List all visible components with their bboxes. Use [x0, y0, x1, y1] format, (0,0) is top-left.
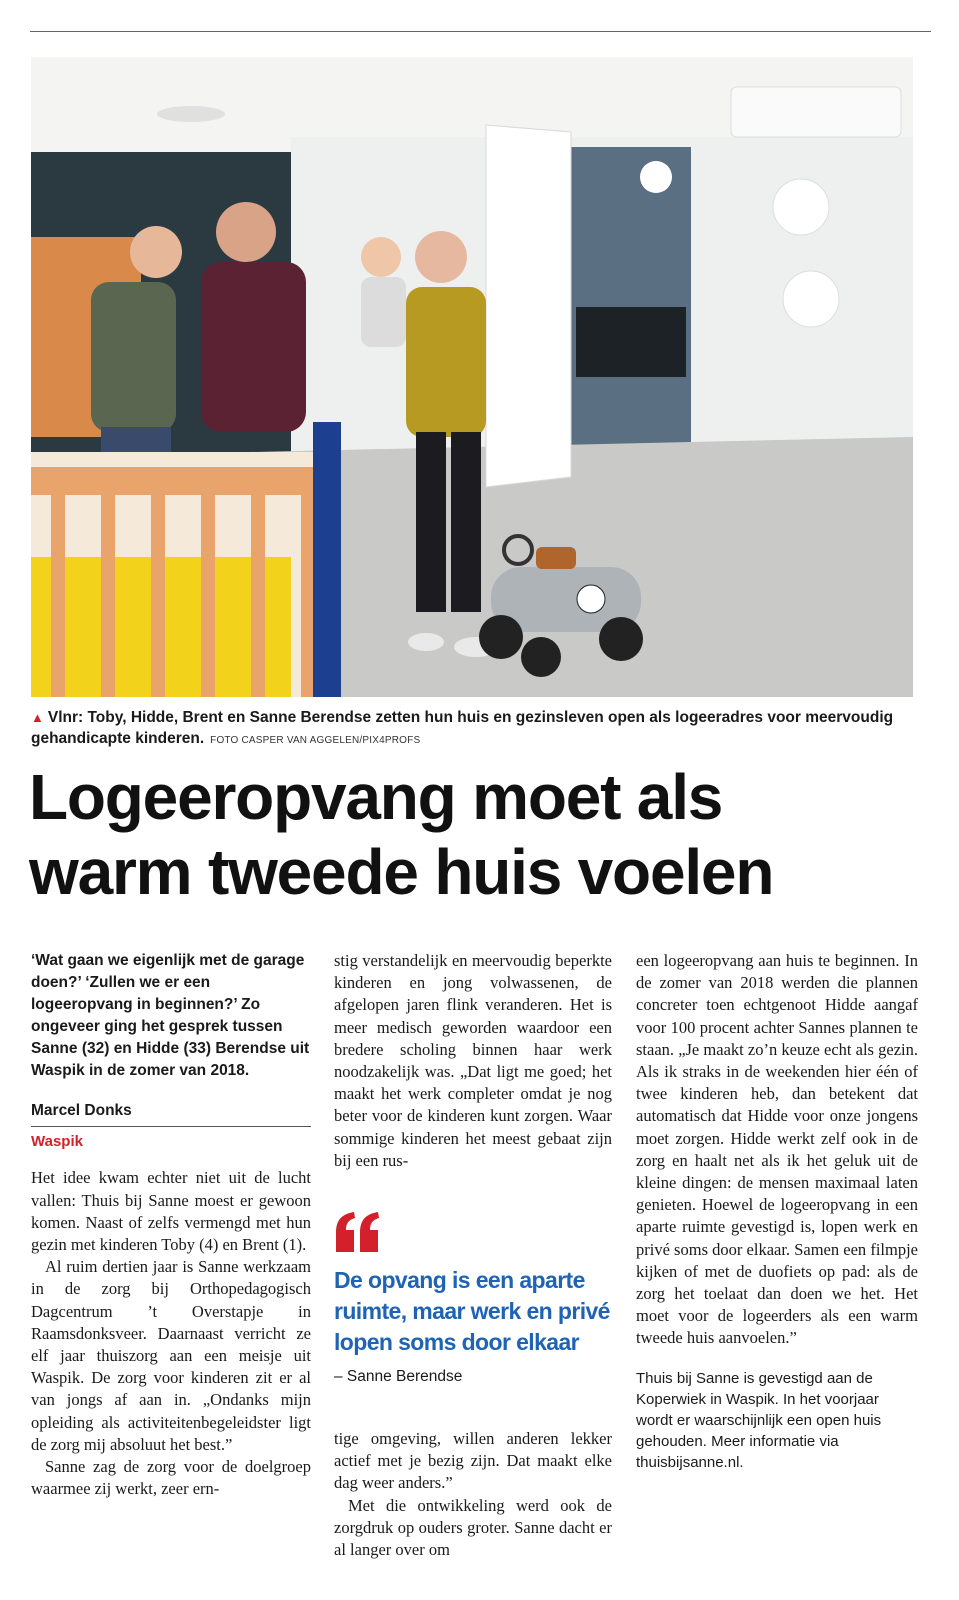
photo-caption — [31, 707, 931, 751]
dateline-location: Waspik — [31, 1133, 83, 1151]
pull-quote-text: De opvang is een aparte ruimte, maar werk en privé lopen soms door elkaar — [334, 1267, 610, 1355]
quote-mark-icon — [334, 1212, 380, 1252]
body-paragraph: Met die ontwikkeling werd ook de zorgdruk op ouders groter. Sanne dacht er al langer over om — [334, 1495, 612, 1560]
family-photo-illustration — [31, 57, 913, 697]
headline — [29, 760, 929, 910]
author-byline: Marcel Donks — [31, 1100, 311, 1127]
body-paragraph: stig verstandelijk en meervoudig beperkte kinderen en jong volwassenen, de afgelopen jaren flink veranderen. Het is meer medisch geworden waardoor een bredere scholing binnen haar werk noodzakelijk was. „Dat ligt me goed; het maakt het werk completer omdat je nog beter voor de kinderen kunt zorgen. Waar sommige kinderen het meest gebaat zijn bij een rus- — [334, 951, 612, 1170]
pull-quote-attribution: – Sanne Berendse — [334, 1368, 463, 1385]
column-3 — [636, 950, 918, 1473]
info-box: Thuis bij Sanne is gevestigd aan de Koperwiek in Waspik. In het voorjaar wordt er waarschijnlijk een open huis gehouden. Meer informatie via thuisbijsanne.nl. — [636, 1369, 882, 1471]
top-rule — [30, 31, 931, 32]
photo-credit: FOTO CASPER VAN AGGELEN/PIX4PROFS — [210, 735, 421, 746]
body-paragraph: Sanne zag de zorg voor de doelgroep waarmee zij werkt, zeer ern- — [31, 1457, 311, 1499]
body-paragraph: tige omgeving, willen anderen lekker actief met je bezig zijn. Dat maakt elke dag weer anders.” — [334, 1429, 612, 1493]
body-paragraph: een logeeropvang aan huis te beginnen. In de zomer van 2018 werden die plannen concreter toen echtgenoot Hidde aangaf voor 100 procent achter Sannes plannen te staan. „Je maakt zo’n keuze echt als gezin. Als ik straks in de weekenden hier één of twee kinderen heb, dan betekent dat automatisch dat Hidde voor onze jongens moet zorgen. Hidde werkt zelf ook in de zorg en haalt net als ik het geluk uit de kleine dingen: de mensen maximaal laten genieten. Hoewel de logeeropvang in een aparte ruimte gevestigd is, lopen werk en privé soms door elkaar. Samen een filmpje kijken of met de duofiets op pad: als de zorg het toelaat dan doen we het. Het moet voor de logeerders als een warm tweede huis aanvoelen.” — [636, 951, 918, 1348]
pull-quote — [334, 1212, 614, 1386]
column-1 — [31, 950, 311, 1500]
lead-paragraph: ‘Wat gaan we eigenlijk met de garage doen?’ ‘Zullen we er een logeeropvang in beginnen?’ Zo ongeveer ging het gesprek tussen Sanne (32) en Hidde (33) Berendse uit Waspik in de zomer van 2018. — [31, 952, 310, 1079]
column-2 — [334, 950, 612, 1172]
article-photo — [31, 57, 913, 697]
headline-line-1: Logeeropvang moet als — [29, 761, 723, 833]
body-paragraph: Het idee kwam echter niet uit de lucht vallen: Thuis bij Sanne moest er gewoon komen. Naast of zelfs vermengd met hun gezin met kinderen Toby (4) en Brent (1). — [31, 1168, 311, 1255]
column-2-continued — [334, 1428, 612, 1561]
caption-text: Vlnr: Toby, Hidde, Brent en Sanne Berendse zetten hun huis en gezinsleven open als logeeradres voor meervoudig gehandicapte kinderen. — [31, 709, 894, 747]
body-paragraph: Al ruim dertien jaar is Sanne werkzaam in de zorg bij Orthopedagogisch Dagcentrum ’t Overstapje in Raamsdonksveer. Daarnaast verricht ze elf jaar thuiszorg aan een meisje uit Waspik. De zorg voor kinderen zit er al van jongs af aan in. „Ondanks mijn opleiding als activiteitenbegeleidster ligt de zorg mij absoluut het best.” — [31, 1257, 311, 1454]
caption-marker-icon: ▲ — [31, 710, 44, 725]
headline-line-2: warm tweede huis voelen — [29, 836, 774, 908]
